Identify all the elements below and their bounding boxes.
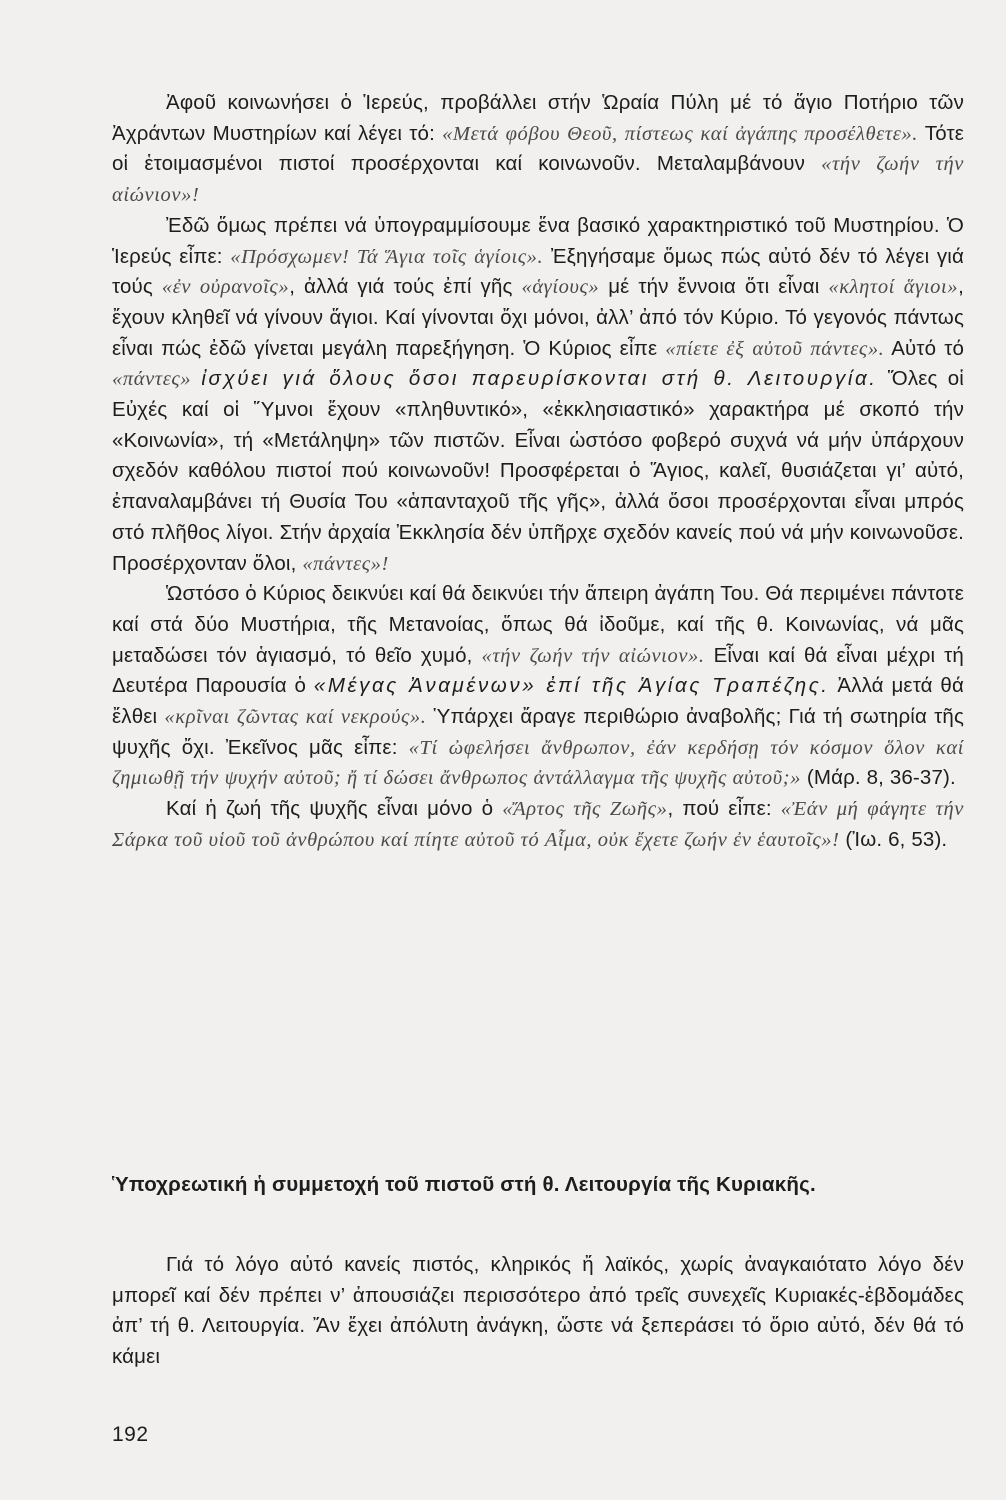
emphasis-spaced: «Μέγας Ἀναμένων» ἐπί τῆς Ἁγίας Τραπέζης. [313,674,830,698]
text-run: , ἀλλά γιά τούς ἐπί γῆς [289,275,522,299]
page-number: 192 [112,1423,149,1446]
section-body [112,1250,964,1373]
text-run: Ὅλες οἱ Εὐχές καί οἱ Ὕμνοι ἔχουν «πληθυντικό», «ἐκκλησιαστικό» χαρακτήρα μέ σκοπό τήν «Κοινωνία», τή «Μετάληψη» τῶν πιστῶν. Εἶναι ὡστόσο φοβερό συχνά νά μήν ὑπάρχουν σχεδόν καθόλου πιστοί πού κοινωνοῦν! Προσφέρεται ὁ Ἅγιος, καλεῖ, θυσιάζεται γι’ αὐτό, ἐπαναλαμβάνει τή Θυσία Του «ἁπανταχοῦ τῆς γῆς», ἀλλά ὅσοι προσέρχονται εἶναι μπρός στό πλῆθος λίγοι. Στήν ἀρχαία Ἐκκλησία δέν ὑπῆρχε σχεδόν κανείς πού νά μήν κοινωνοῦσε. Προσέρχονταν ὅλοι, [112,367,965,575]
quote-liturgical: «τήν ζωήν τήν αἰώνιον»! [112,153,965,207]
text-run: Ἀφοῦ κοινωνήσει ὁ Ἱερεύς, προβάλλει στήν Ὡραία Πύλη μέ τό ἅγιο Ποτήριο τῶν Ἀχράντων Μυστηρίων καί λέγει τό: [112,91,964,145]
quote-liturgical: «Μετά φόβου Θεοῦ, πίστεως καί ἀγάπης προσέλθετε». [442,122,918,145]
text-run: Τότε οἱ ἑτοιμασμένοι πιστοί προσέρχονται καί κοινωνοῦν. Μεταλαμβάνουν [112,121,965,176]
section-heading: Ὑποχρεωτική ἡ συμμετοχή τοῦ πιστοῦ στή θ. Λειτουργία τῆς Κυριακῆς. [112,1173,816,1196]
paragraph-mandatory-attendance: Γιά τό λόγο αὐτό κανείς πιστός, κληρικός ἤ λαϊκός, χωρίς ἀναγκαιότατο λόγο δέν μπορεῖ καί δέν πρέπει ν’ ἀπουσιάζει περισσότερο ἀπό τρεῖς συνεχεῖς Κυριακές-ἑβδομάδες ἀπ’ τή θ. Λειτουργία. Ἄν ἔχει ἀπόλυτη ἀνάγκη, ὥστε νά ξεπεράσει τό ὅριο αὐτό, δέν θά τό κάμει [112,1253,964,1369]
quote-liturgical: «πίετε ἐξ αὐτοῦ πάντες». [665,337,885,360]
citation: (Μάρ. 8, 36-37). [801,766,956,790]
quote-liturgical: «ἁγίους» [521,276,600,299]
quote-liturgical: «πάντες» [112,368,192,391]
text-run: μέ τήν ἔννοια ὅτι εἶναι [599,275,829,299]
quote-liturgical: «κρῖναι ζῶντας καί νεκρούς». [164,706,427,729]
text-run: Ἐξηγήσαμε ὅμως πώς αὐτό δέν τό λέγει γιά τούς [112,244,964,299]
text-run: Ὑπάρχει ἄραγε περιθώριο ἀναβολῆς; Γιά τή σωτηρία τῆς ψυχῆς ὄχι. Ἐκεῖνος μᾶς εἶπε: [112,705,964,759]
text-run: Καί ἡ ζωή τῆς ψυχῆς εἶναι μόνο ὁ [166,797,503,821]
quote-liturgical: «ἐν οὐρανοῖς» [161,276,290,299]
text-run [191,367,201,390]
paragraph-bread-of-life [112,794,964,855]
paragraph-mystery-characteristic [112,211,964,579]
text-run: , ἔχουν κληθεῖ νά γίνουν ἅγιοι. Καί γίνονται ὄχι μόνοι, ἀλλ’ ἀπό τόν Κύριο. Τό γεγονός πάντως εἶναι πώς ἐδῶ γίνεται μεγάλη παρεξήγηση. Ὁ Κύριος εἶπε [112,275,964,360]
quote-liturgical: «κλητοί ἅγιοι» [828,276,959,299]
text-run: Ἀλλά μετά θά ἔλθει [112,674,964,729]
text-run: Ὡστόσο ὁ Κύριος δεικνύει καί θά δεικνύει τήν ἄπειρη ἀγάπη Του. Θά περιμένει πάντοτε καί στά δύο Μυστήρια, τῆς Μετανοίας, ὅπως θά ἰδοῦμε, καί τῆς θ. Κοινωνίας, νά μᾶς μεταδώσει τόν ἁγιασμό, τό θεῖο χυμό, [112,582,964,667]
quote-liturgical: «Ἄρτος τῆς Ζωῆς» [502,798,668,821]
emphasis-spaced: ἰσχύει γιά ὅλους ὅσοι παρευρίσκονται στή θ. Λειτουργία. [201,367,878,391]
quote-liturgical: «πάντες»! [302,552,389,575]
paragraph-infinite-love [112,579,964,794]
text-run: Ἐδῶ ὅμως πρέπει νά ὑπογραμμίσουμε ἕνα βασικό χαρακτηριστικό τοῦ Μυστηρίου. Ὁ Ἱερεύς εἶπε: [112,213,964,268]
quote-scripture: «Τί ὠφελήσει ἄνθρωπον, ἐάν κερδήσῃ τόν κόσμον ὅλον καί ζημιωθῇ τήν ψυχήν αὐτοῦ; ἤ τί δώσει ἄνθρωπος ἀντάλλαγμα τῆς ψυχῆς αὐτοῦ;» [112,736,964,790]
quote-scripture: «Ἐάν μή φάγητε τήν Σάρκα τοῦ υἱοῦ τοῦ ἀνθρώπου καί πίητε αὐτοῦ τό Αἷμα, οὐκ ἔχετε ζωήν ἐν ἑαυτοῖς»! [112,798,964,851]
citation: (Ἰω. 6, 53). [839,827,948,851]
text-run: Αὐτό τό [884,336,964,360]
text-run: Εἶναι καί θά εἶναι μέχρι τή Δευτέρα Παρουσία ὁ [112,643,964,698]
quote-liturgical: «Πρόσχωμεν! Τά Ἅγια τοῖς ἁγίοις». [230,245,544,268]
page-body [112,88,964,856]
quote-liturgical: «τήν ζωήν τήν αἰώνιον». [481,644,705,667]
text-run: , πού εἶπε: [667,797,781,821]
paragraph-communion-call [112,88,964,211]
